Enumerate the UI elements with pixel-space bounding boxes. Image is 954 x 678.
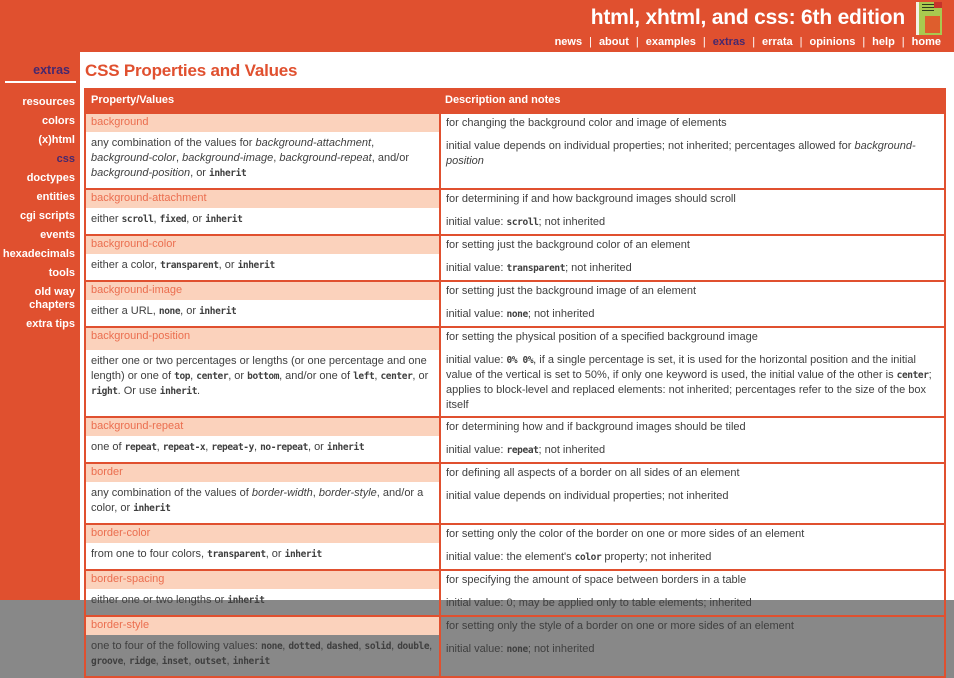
sidebar-item-colors[interactable]: colors xyxy=(41,115,75,127)
notes-text: initial value: scroll; not inherited xyxy=(446,216,606,228)
property-values: from one to four colors, transparent, or inherit xyxy=(91,548,322,560)
sidebar-item-old-way-chapters[interactable]: old way chapters xyxy=(29,286,75,311)
sidebar-heading-extras[interactable]: extras xyxy=(33,63,70,77)
column-header-description-notes: Description and notes xyxy=(440,89,945,113)
main-content xyxy=(80,52,954,667)
description-text: for setting the physical position of a specified background image xyxy=(446,331,758,343)
sidebar-rule xyxy=(5,81,76,83)
notes-text: initial value: 0% 0%, if a single percentage is set, it is used for the horizontal position and the initial value of the vertical is set to 50%, if only one keyword is used, the initial value of the other is center; applies to block-level and replaced elements: not inherited; percentages refer to the size of the box itself xyxy=(446,354,932,411)
nav-item-help[interactable]: help xyxy=(872,36,895,48)
description-text: for changing the background color and image of elements xyxy=(446,117,727,129)
site-title: html, xhtml, and css: 6th edition xyxy=(590,6,905,29)
description-text: for setting just the background image of an element xyxy=(446,285,697,297)
notes-text: initial value: none; not inherited xyxy=(446,643,595,655)
property-description-cell xyxy=(440,189,945,235)
property-row-background-attachment xyxy=(85,189,945,208)
property-values: either one or two lengths or inherit xyxy=(91,594,265,606)
nav-item-about[interactable]: about xyxy=(598,36,629,48)
sidebar-item-events[interactable]: events xyxy=(40,229,75,241)
sidebar-item-doctypes[interactable]: doctypes xyxy=(26,172,75,184)
property-row-background-image xyxy=(85,281,945,300)
nav-item-extras[interactable]: extras xyxy=(712,36,746,48)
sidebar-item-x-html[interactable]: (x)html xyxy=(38,134,75,146)
notes-text: initial value depends on individual properties; not inherited; percentages allowed for background-position xyxy=(446,140,916,167)
nav-item-errata[interactable]: errata xyxy=(762,36,793,48)
property-values: either one or two percentages or lengths (or one percentage and one length) or one of top, center, or bottom, and/or one of left, center, or right. Or use inherit. xyxy=(91,354,429,397)
book-cover-red-tab xyxy=(934,2,942,8)
property-row-background-repeat xyxy=(85,417,945,436)
site-header xyxy=(0,0,954,52)
sidebar-item-cgi-scripts[interactable]: cgi scripts xyxy=(19,210,75,222)
property-row-border xyxy=(85,463,945,482)
description-text: for determining if and how background images should scroll xyxy=(446,193,736,205)
book-cover-icon[interactable] xyxy=(916,2,942,35)
notes-text: initial value depends on individual properties; not inherited xyxy=(446,490,729,502)
property-name: border-color xyxy=(85,524,440,543)
description-text: for setting only the style of a border on one or more sides of an element xyxy=(446,620,794,632)
property-values: one to four of the following values: none, dotted, dashed, solid, double, groove, ridge, inset, outset, inherit xyxy=(91,640,433,667)
sidebar-nav xyxy=(0,96,80,331)
property-values: any combination of the values of border-width, border-style, and/or a color, or inherit xyxy=(91,487,424,514)
title-row xyxy=(0,0,954,31)
property-description-cell xyxy=(440,235,945,281)
nav-separator: | xyxy=(799,36,803,48)
sidebar xyxy=(0,52,80,600)
property-description-cell xyxy=(440,524,945,570)
property-description-cell xyxy=(440,113,945,189)
property-name: background-image xyxy=(85,281,440,300)
nav-item-opinions[interactable]: opinions xyxy=(809,36,856,48)
book-cover-text-lines xyxy=(922,4,934,13)
property-description-cell xyxy=(440,281,945,327)
main-nav xyxy=(0,31,954,48)
property-values: one of repeat, repeat-x, repeat-y, no-repeat, or inherit xyxy=(91,441,365,453)
nav-separator: | xyxy=(901,36,905,48)
property-values: either a URL, none, or inherit xyxy=(91,305,237,317)
sidebar-item-resources[interactable]: resources xyxy=(22,96,75,108)
notes-text: initial value: transparent; not inherited xyxy=(446,262,632,274)
property-name: border xyxy=(85,463,440,482)
sidebar-item-css[interactable]: css xyxy=(56,153,75,165)
book-cover-orange-square xyxy=(925,16,940,33)
nav-separator: | xyxy=(635,36,639,48)
property-row-background xyxy=(85,113,945,132)
property-name: background-color xyxy=(85,235,440,254)
sidebar-item-hexadecimals[interactable]: hexadecimals xyxy=(2,248,75,260)
property-description-cell xyxy=(440,570,945,616)
property-values: either a color, transparent, or inherit xyxy=(91,259,275,271)
property-row-background-position xyxy=(85,327,945,350)
table-header-row xyxy=(85,89,945,113)
property-row-border-style xyxy=(85,616,945,635)
nav-separator: | xyxy=(862,36,866,48)
nav-separator: | xyxy=(589,36,592,48)
property-row-border-spacing xyxy=(85,570,945,589)
notes-text: initial value: repeat; not inherited xyxy=(446,444,606,456)
description-text: for defining all aspects of a border on all sides of an element xyxy=(446,467,740,479)
sidebar-item-tools[interactable]: tools xyxy=(48,267,75,279)
property-name: border-spacing xyxy=(85,570,440,589)
description-text: for setting just the background color of an element xyxy=(446,239,690,251)
description-text: for determining how and if background images should be tiled xyxy=(446,421,746,433)
sidebar-item-extra-tips[interactable]: extra tips xyxy=(26,318,75,330)
nav-item-examples[interactable]: examples xyxy=(645,36,696,48)
description-text: for setting only the color of the border on one or more sides of an element xyxy=(446,528,805,540)
property-values: any combination of the values for background-attachment, background-color, background-image, background-repeat, and/or background-position, or inherit xyxy=(91,137,410,179)
property-name: border-style xyxy=(85,616,440,635)
notes-text: initial value: the element's color property; not inherited xyxy=(446,551,712,563)
property-description-cell xyxy=(440,417,945,463)
page-title: CSS Properties and Values xyxy=(85,61,298,80)
nav-separator: | xyxy=(702,36,706,48)
notes-text: initial value: none; not inherited xyxy=(446,308,595,320)
nav-item-home[interactable]: home xyxy=(911,36,941,48)
nav-separator: | xyxy=(752,36,756,48)
css-properties-table xyxy=(84,88,946,678)
property-row-border-color xyxy=(85,524,945,543)
property-values: either scroll, fixed, or inherit xyxy=(91,213,243,225)
notes-text: initial value: 0; may be applied only to table elements; inherited xyxy=(446,597,752,609)
sidebar-item-entities[interactable]: entities xyxy=(36,191,75,203)
property-name: background xyxy=(85,113,440,132)
property-description-cell xyxy=(440,327,945,417)
property-description-cell xyxy=(440,616,945,677)
property-name: background-attachment xyxy=(85,189,440,208)
property-name: background-repeat xyxy=(85,417,440,436)
column-header-property-values: Property/Values xyxy=(85,89,440,113)
description-text: for specifying the amount of space between borders in a table xyxy=(446,574,747,586)
property-description-cell xyxy=(440,463,945,524)
css-properties-table-body xyxy=(85,113,945,677)
property-name: background-position xyxy=(85,327,440,350)
nav-item-news[interactable]: news xyxy=(554,36,583,48)
property-row-background-color xyxy=(85,235,945,254)
